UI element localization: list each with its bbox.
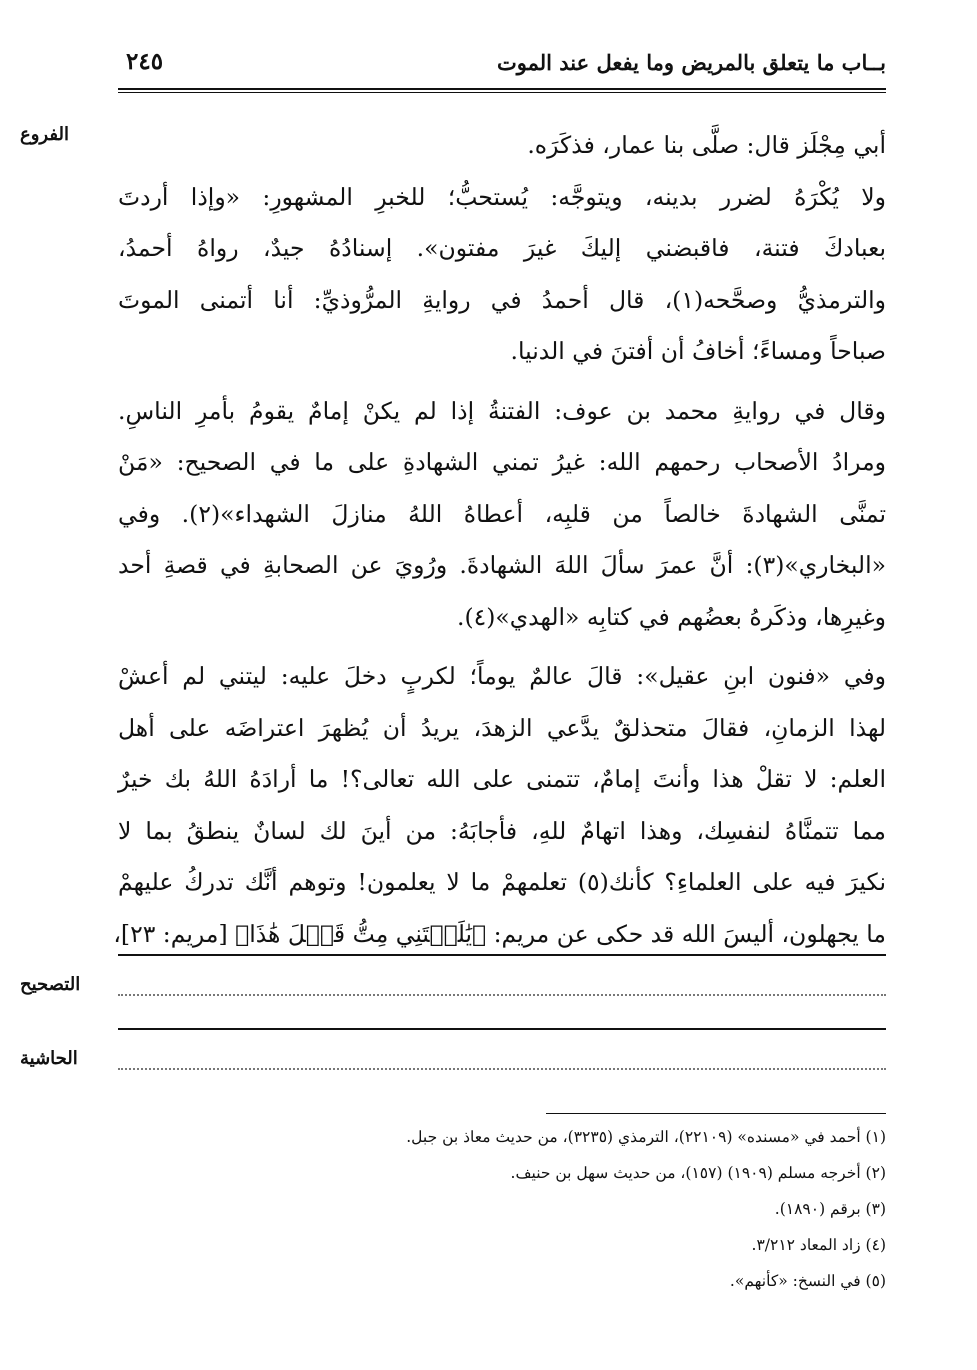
running-header bbox=[118, 44, 886, 86]
header-rule-thin bbox=[118, 92, 886, 93]
footnote: (٣) برقم (١٨٩٠). bbox=[774, 1200, 886, 1218]
side-label-hashiya: الحاشية bbox=[20, 1048, 78, 1069]
text-line: ومرادُ الأصحاب رحمهم الله: غيرُ تمني الشهادةِ على ما في الصحيح: «مَنْ bbox=[118, 448, 886, 476]
text-line: ولا يُكْرَهُ لضرر بدينه، ويتوجَّه: يُستحبُّ؛ للخبرِ المشهورِ: «وإذا أردتَ bbox=[118, 182, 886, 211]
side-label-furu: الفروع bbox=[20, 124, 69, 145]
text-line: نكيرَ فيه على العلماءِ؟ كأنك(٥) تعلمهمْ ما لا يعلمون! وتوهم أنَّك تدركُ عليهمْ bbox=[118, 868, 886, 896]
text-line: صباحاً ومساءً؛ أخافُ أن أفتنَ في الدنيا. bbox=[510, 337, 886, 365]
footnote-rule bbox=[546, 1113, 886, 1114]
footnote: (٢) أخرجه مسلم (١٩٠٩) (١٥٧)، من حديث سهل بن حنيف. bbox=[510, 1164, 886, 1182]
side-label-tashih: التصحيح bbox=[20, 974, 81, 995]
text-line: مما تتمنَّاهُ لنفسِك، وهذا اتهامٌ للهِ، فأجابَهُ: من أينَ لك لسانٌ ينطقُ بما لا bbox=[118, 816, 886, 845]
main-text bbox=[113, 120, 887, 960]
page-number: ٢٤٥ bbox=[126, 48, 164, 75]
footnote: (١) أحمد في «مسنده» (٢٢١٠٩)، الترمذي (٣٢٣٥)، من حديث معاذ بن جبل. bbox=[406, 1128, 886, 1146]
section-rule bbox=[118, 954, 886, 956]
text-line: العلم: لا تقلْ هذا وأنتَ إمامٌ، تتمنى على الله تعالى؟! ما أرادَهُ اللهُ بك خيرٌ bbox=[118, 765, 886, 793]
header-rule bbox=[118, 88, 886, 90]
text-line: أبي مِجْلَز قال: صلَّى بنا عمار، فذكَرَه. bbox=[527, 131, 886, 159]
text-line: تمنَّى الشهادةَ خالصاً من قلبِه، أعطاهُ اللهُ منازلَ الشهداء»(٢). وفي bbox=[118, 499, 887, 528]
section-rule bbox=[118, 1028, 886, 1030]
chapter-title: بــاب ما يتعلق بالمريض وما يفعل عند الموت bbox=[496, 50, 886, 75]
text-line: لهذا الزمانِ، فقالَ متحذلقٌ يدَّعي الزهدَ، يريدُ أن يُظهرَ اعتراضَه على أهل bbox=[118, 713, 886, 742]
text-line: بعبادكَ فتنة، فاقبضني إليكَ غيرَ مفتون». إسنادُهُ جيدٌ، رواهُ أحمدُ، bbox=[118, 234, 886, 262]
footnote: (٥) في النسخ: «كأنهم». bbox=[729, 1272, 886, 1290]
tashih-dotted-line bbox=[118, 994, 886, 996]
text-line: وغيرِها، وذكَرهُ بعضُهم في كتابِه «الهدي»(٤). bbox=[456, 602, 886, 631]
text-line: وقال في روايةِ محمد بن عوف: الفتنةُ إذا لم يكنْ إمامٌ يقومُ بأمرِ الناسِ. bbox=[118, 396, 886, 425]
text-line: «البخاري»(٣): أنَّ عمرَ سألَ اللهَ الشهادةَ. ورُويَ عن الصحابةِ في قصةِ أحد bbox=[118, 551, 886, 579]
footnote: (٤) زاد المعاد ٣/٢١٢. bbox=[751, 1236, 886, 1254]
hashiya-dotted-line bbox=[118, 1068, 886, 1070]
text-line: وفي «فنون ابنِ عقيل»: قالَ عالمٌ يوماً؛ لكربٍ دخلَ عليه: ليتني لم أعشْ bbox=[118, 662, 886, 690]
text-line: ما يجهلون، أليسَ الله قد حكى عن مريم: ﴿يَٰلَيۡتَنِي مِتُّ قَبۡلَ هَٰذَا﴾ [مريم: ٢٣]، bbox=[113, 919, 886, 948]
text-line: والترمذيُّ وصحَّحه(١)، قال أحمدُ في روايةِ المرُّوذيِّ: أنا أتمنى الموتَ bbox=[118, 285, 886, 314]
